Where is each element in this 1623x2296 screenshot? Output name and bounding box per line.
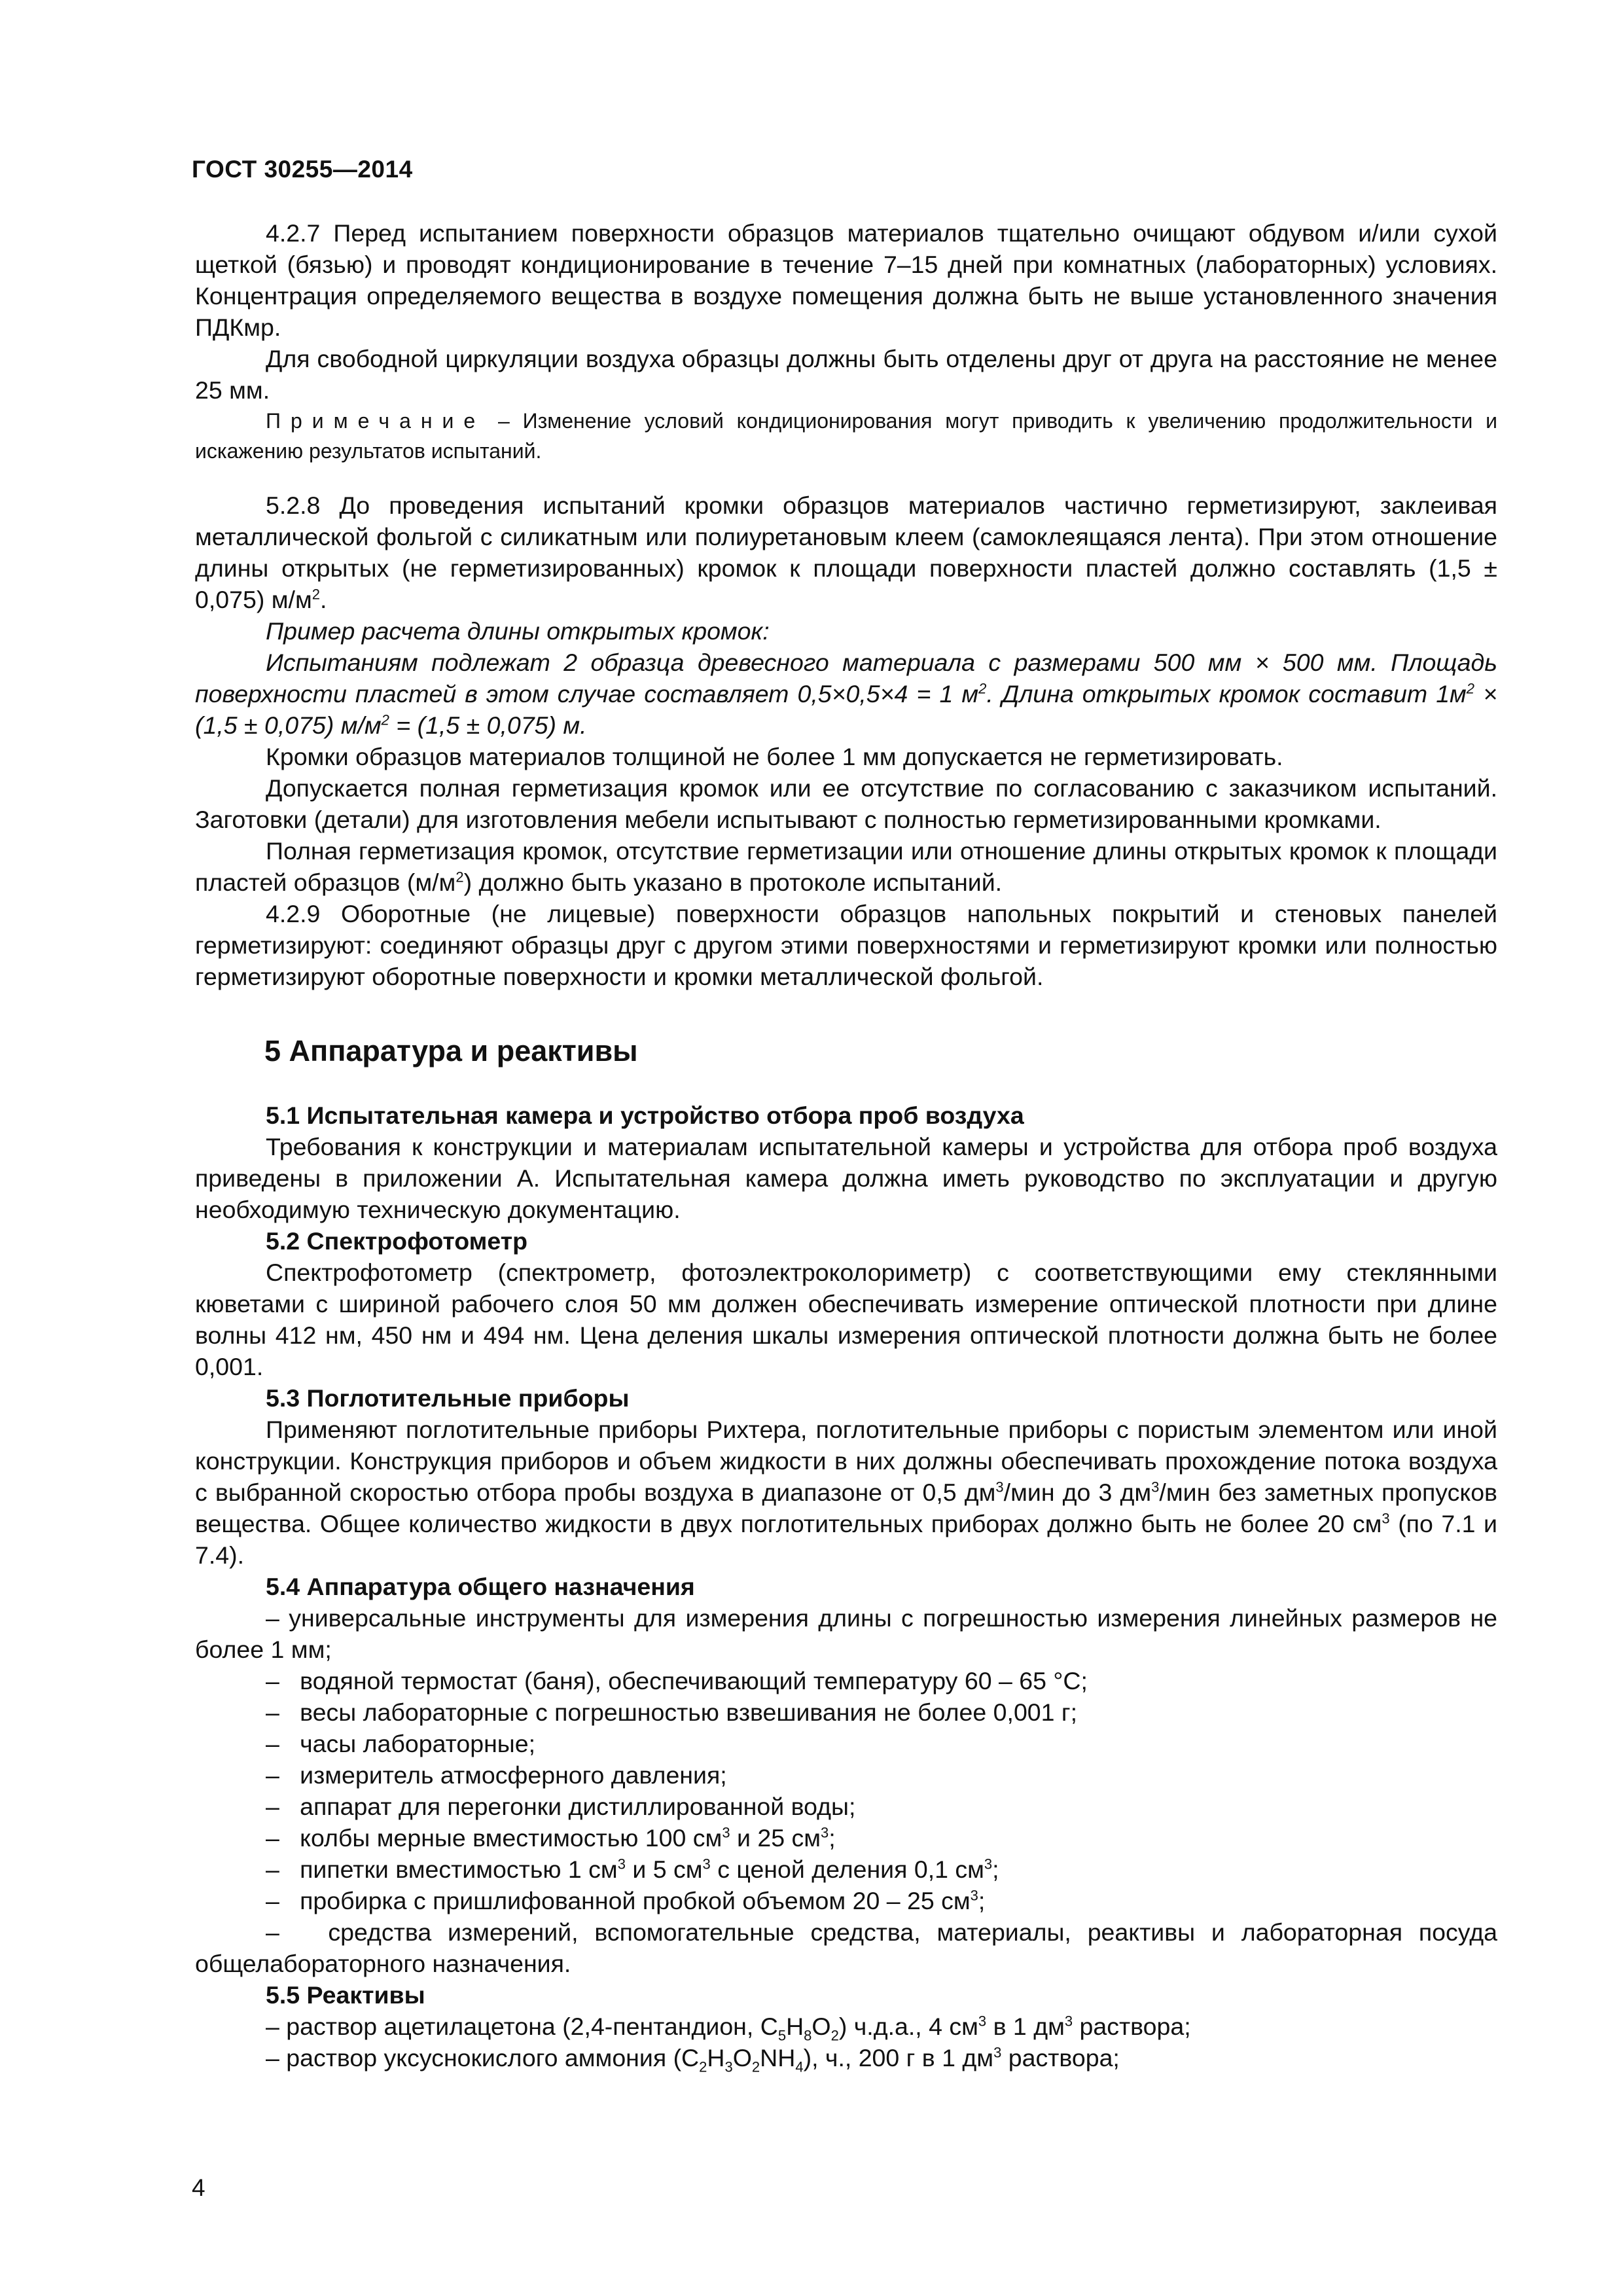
- list-item-general: – средства измерений, вспомогательные средства, материалы, реактивы и лабораторная посуда общелабораторного назначения.: [195, 1918, 1497, 1977]
- list-item: – измеритель атмосферного давления;: [266, 1761, 727, 1789]
- section-5-3-text: Применяют поглотительные приборы Рихтера, поглотительные приборы с пористым элементом или иной конструкции. Конструкция приборов и объем жидкости в них должны обеспечивать прохождение потока воздуха с выбранной скоростью отбора пробы воздуха в диапазоне от 0,5 $дм^3$/мин до 3 $дм^3$/мин без заметных пропусков вещества. Общее количество жидкости в двух поглотительных приборах должно быть не более 20 $см^3$ (по 7.1 и 7.4).: [195, 1416, 1497, 1569]
- list-item-flasks: – колбы мерные вместимостью 100 $см^3$ и 25 $см^3$;: [266, 1824, 836, 1852]
- list-item-test-tube: – пробирка с пришлифованной пробкой объемом 20 – 25 $см^3$;: [266, 1887, 986, 1914]
- document-header: ГОСТ 30255—2014: [192, 156, 413, 183]
- reagent-acetylacetone: – раствор ацетилацетона (2,4-пентандион, $C_5H_8O_2$) ч.д.а., 4 $см^3$ в 1 $дм^3$ раствора;: [266, 2013, 1191, 2044]
- list-item: – весы лабораторные с погрешностью взвешивания не более 0,001 г;: [266, 1698, 1078, 1726]
- paragraph-edges-full: Допускается полная герметизация кромок или ее отсутствие по согласованию с заказчиком испытаний. Заготовки (детали) для изготовления мебели испытывают с полностью герметизированными кромками.: [195, 774, 1497, 833]
- example-title: Пример расчета длины открытых кромок:: [266, 617, 770, 645]
- document-body: [195, 217, 1497, 2073]
- reagent-ammonium-acetate: – раствор уксуснокислого аммония $(C_2H_3O_2NH_4)$, ч., 200 г в 1 $дм^3$ раствора;: [266, 2044, 1120, 2075]
- paragraph-4-2-7-spacing: Для свободной циркуляции воздуха образцы должны быть отделены друг от друга на расстояние не менее 25 мм.: [195, 345, 1497, 404]
- list-item: – аппарат для перегонки дистиллированной воды;: [266, 1793, 856, 1820]
- list-item-instruments: – универсальные инструменты для измерения длины с погрешностью измерения линейных размеров не более 1 мм;: [195, 1604, 1498, 1663]
- paragraph-edges-protocol: Полная герметизация кромок, отсутствие герметизации или отношение длины открытых кромок к площади пластей образцов $(м/м^2)$ должно быть указано в протоколе испытаний.: [195, 837, 1497, 896]
- example-text: Испытаниям подлежат 2 образца древесного материала с размерами 500 мм × 500 мм. Площадь поверхности пластей в этом случае составляет 0,5×0,5×4 = 1 $м^2$. Длина открытых кромок составит $1м^2 \times (1,5 \pm 0,075) м/м^2 = (1,5 \pm 0,075)$ м.: [195, 649, 1497, 739]
- section-5-2-title: 5.2 Спектрофотометр: [266, 1227, 528, 1255]
- section-5-3-title: 5.3 Поглотительные приборы: [266, 1384, 630, 1412]
- section-5-heading: 5 Аппаратура и реактивы: [264, 1034, 638, 1067]
- section-5-2-text: Спектрофотометр (спектрометр, фотоэлектроколориметр) с соответствующими ему стеклянными кюветами с шириной рабочего слоя 50 мм должен обеспечивать измерение оптической плотности при длине волны 412 нм, 450 нм и 494 нм. Цена деления шкалы измерения оптической плотности должна быть не более 0,001.: [195, 1259, 1497, 1380]
- list-item: – водяной термостат (баня), обеспечивающий температуру 60 – 65 °С;: [266, 1667, 1088, 1695]
- paragraph-4-2-7: 4.2.7 Перед испытанием поверхности образцов материалов тщательно очищают обдувом и/или сухой щеткой (бязью) и проводят кондиционирование в течение 7–15 дней при комнатных (лабораторных) условиях. Концентрация определяемого вещества в воздухе помещения должна быть не выше установленного значения ПДКмр.: [195, 219, 1497, 341]
- paragraph-5-2-8: 5.2.8 До проведения испытаний кромки образцов материалов частично герметизируют, заклеивая металлической фольгой с силикатным или полиуретановым клеем (самоклеящаяся лента). При этом отношение длины открытых (не герметизированных) кромок к площади поверхности пластей должно составлять (1,5 ± 0,075) $м/м^2$.: [195, 492, 1497, 613]
- paragraph-edges-thin: Кромки образцов материалов толщиной не более 1 мм допускается не герметизировать.: [266, 743, 1283, 770]
- section-5-1-title: 5.1 Испытательная камера и устройство отбора проб воздуха: [266, 1102, 1024, 1129]
- list-item: – часы лабораторные;: [266, 1730, 536, 1757]
- note-label: Примечание: [266, 409, 486, 433]
- paragraph-4-2-9: 4.2.9 Оборотные (не лицевые) поверхности образцов напольных покрытий и стеновых панелей герметизируют: соединяют образцы друг с другом этими поверхностями и герметизируют кромки или полностью герметизируют оборотные поверхности и кромки металлической фольгой.: [195, 900, 1497, 990]
- section-5-5-title: 5.5 Реактивы: [266, 1981, 425, 2009]
- note-text: – Изменение условий кондиционирования могут приводить к увеличению продолжительности и искажению результатов испытаний.: [195, 409, 1497, 463]
- section-5-4-title: 5.4 Аппаратура общего назначения: [266, 1573, 695, 1600]
- page-number: 4: [192, 2174, 205, 2201]
- section-5-1-text: Требования к конструкции и материалам испытательной камеры и устройства для отбора проб воздуха приведены в приложении А. Испытательная камера должна иметь руководство по эксплуатации и другую необходимую техническую документацию.: [195, 1133, 1497, 1223]
- note: [195, 406, 1497, 466]
- list-item-pipettes: – пипетки вместимостью 1 $см^3$ и 5 $см^3$ с ценой деления 0,1 $см^3$;: [266, 1856, 999, 1883]
